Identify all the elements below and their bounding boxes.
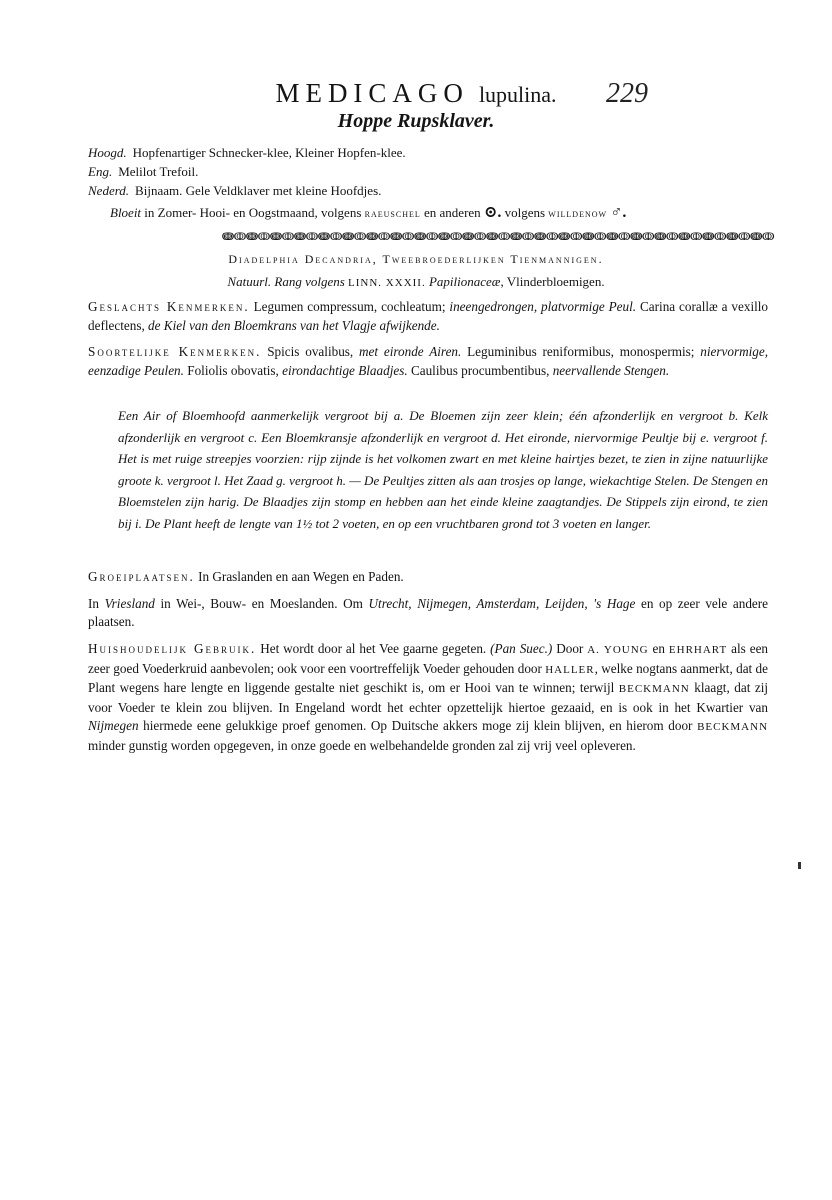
species-characters: Soortelijke Kenmerken. Spicis ovalibus, met eironde Airen. Leguminibus reniformibus, monospermis; niervormige, eenzadige Peulen. Foliolis obovatis, eirondachtige Blaadjes. Caulibus procumbentibus, neervallende Stengen. — [88, 344, 769, 378]
habitat-line-1: Groeiplaatsen. In Graslanden en aan Wegen en Paden. — [88, 569, 404, 584]
annual-symbol-icon: ⊙. — [483, 204, 502, 221]
ornamental-divider: ↈↂↈↂↈↂↈↂↈↂↈↂↈↂↈↂↈↂↈↂↈↂↈↂↈↂↈↂↈↂↈↂↈↂↈↂↈↂↈↂↈↂↈↂↈↂ — [222, 230, 775, 243]
genus-name: MEDICAGO — [275, 78, 469, 108]
linnaean-class: Diadelphia Decandria, Tweebroederlijken Tienmannigen. — [228, 252, 604, 266]
economic-use-section: Huishoudelijk Gebruik. Het wordt door al het Vee gaarne gegeten. (Pan Suec.) Door A. YOUNG en EHRHART als een zeer goed Voederkruid aanbevolen; ook voor een voortreffelijk Voeder gehouden door HALLER, welke nogtans aanmerkt, dat de Plant wegens hare lengte en liggende gestalte niet geschikt is, om er Hooi van te winnen; terwijl BECKMANN klaagt, dat zij voor Voeder te klein zou blijven. In Engeland wordt het echter opzettelijk hiertoe gezaaid, en is ook in het Kwartier van Nijmegen hiermede eene gelukkige proef genomen. Op Duitsche akkers moge zij klein blijven, en hierom door BECKMANN minder gunstig worden opgegeven, in onze goede en welbehandelde gronden zal zij vrij veel opleveren. — [88, 641, 769, 753]
dutch-common-name: Hoppe Rupsklaver. — [337, 110, 495, 132]
perennial-symbol-icon: ♂. — [610, 204, 627, 221]
name-row-dutch: Nederd. Bijnaam. Gele Veldklaver met kleine Hoofdjes. — [88, 183, 382, 198]
plate-description: Een Air of Bloemhoofd aanmerkelijk vergroot bij a. De Bloemen zijn zeer klein; één afzonderlijk en vergroot b. Kelk afzonderlijk en vergroot c. Een Bloemkransje afzonderlijk en vergroot d. Het eironde, niervormige Peultje bij e. vergroot f. Het is met ruige streepjes voorzien: rijp zijnde is het volkomen zwart en met kleine hairtjes bezet, te zien in zijne natuurlijke groote k. vergroot l. Het Zaad g. vergroot h. — De Peultjes zitten als aan trosjes op lange, wiekachtige Stelen. De Stengen en Bloemstelen zijn harig. De Blaadjes zijn stomp en hebben aan het einde kleine zaagtandjes. De Stippels zijn eirond, te zien bij i. De Plant heeft de lengte van 1½ tot 2 voeten, en op een vruchtbaren grond tot 3 voeten en langer. — [118, 408, 768, 531]
flowering-line: Bloeit in Zomer- Hooi- en Oogstmaand, volgens raeuschel en anderen ⊙. volgens willdenow ♂. — [110, 204, 627, 221]
vernacular-names — [88, 143, 406, 200]
page-title — [0, 78, 832, 109]
habitat-line-2: In Vriesland in Wei-, Bouw- en Moeslanden. Om Utrecht, Nijmegen, Amsterdam, Leijden, 's Hage en op zeer vele andere plaatsen. — [88, 595, 769, 629]
handwritten-page-number: 229 — [606, 78, 648, 109]
natural-rank: Natuurl. Rang volgens LINN. XXXII. Papilionaceæ, Vlinderbloemigen. — [227, 274, 605, 289]
species-name: lupulina. — [478, 82, 557, 107]
habitat-section — [88, 568, 768, 632]
name-row-german: Hoogd. Hopfenartiger Schnecker-klee, Kleiner Hopfen-klee. — [88, 145, 406, 160]
ink-mark — [798, 862, 801, 869]
name-row-english: Eng. Melilot Trefoil. — [88, 164, 199, 179]
genus-characters: Geslachts Kenmerken. Legumen compressum, cochleatum; ineengedrongen, platvormige Peul. Carina corallæ a vexillo deflectens, de Kiel van den Bloemkrans van het Vlagje afwijkende. — [88, 299, 769, 333]
